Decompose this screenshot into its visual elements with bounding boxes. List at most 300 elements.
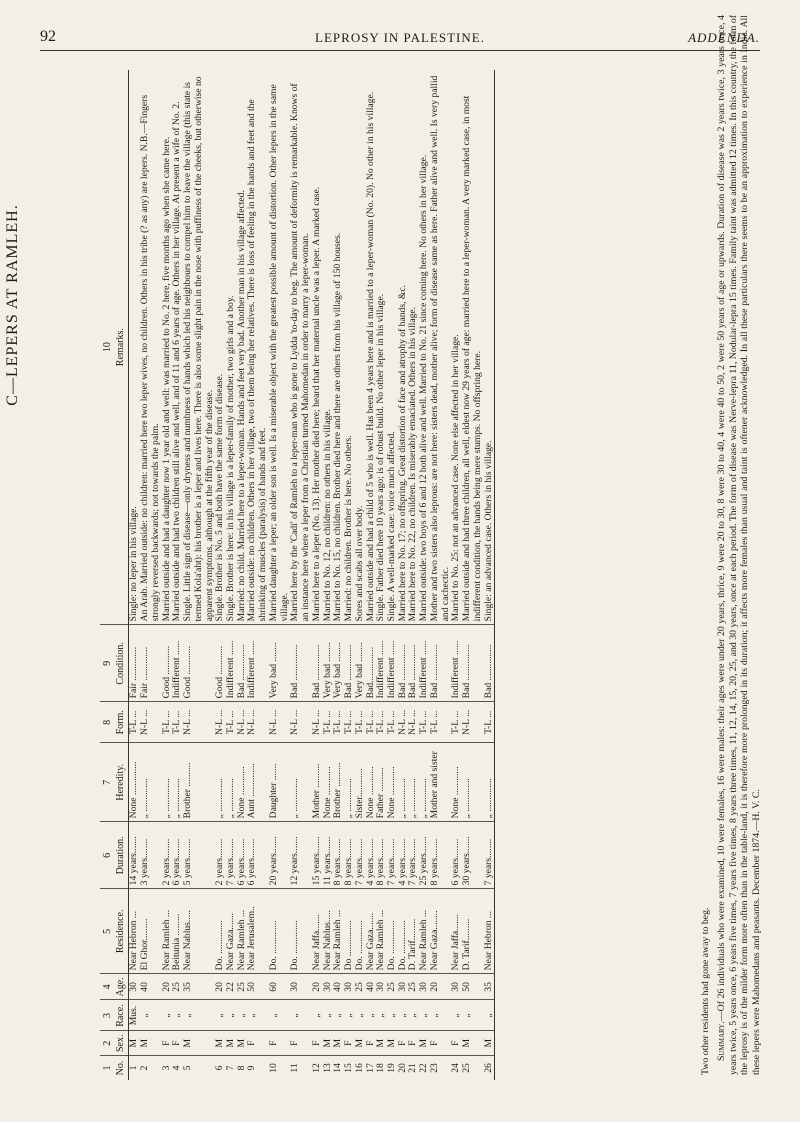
- col-header-no: No.: [113, 1056, 129, 1081]
- cell-no: 13: [321, 1063, 333, 1073]
- cell-her: Brother ..........: [183, 743, 215, 822]
- cell-rem: Single. Little sign of disease—only dryness and numbness of hands which led his neighbours to compel him to leave the village (this state is termed Kola'aht): his brother is a leper and lives here. There is also some slight pain in the nose with puffiness of the cheeks, but otherwise no apparent symptoms, although at the fifth year of the disease.: [183, 70, 215, 625]
- cell-res: Beitunia .........: [172, 889, 183, 974]
- cell-age: 30: [290, 974, 311, 1000]
- cell-age: 30: [376, 974, 387, 1000]
- cell-her: None ............: [237, 743, 248, 822]
- cell-sex: M: [215, 1031, 226, 1056]
- cell-her: „ ..............: [408, 743, 419, 822]
- table-row: [140, 70, 161, 1080]
- cell-cond: Good ............: [183, 625, 215, 702]
- cell-cond: Very bad ........: [323, 625, 334, 702]
- cell-age: 22: [226, 974, 237, 1000]
- cell-sex: F: [312, 1031, 323, 1056]
- table-body: [129, 70, 495, 1080]
- cell-age: 50: [247, 974, 268, 1000]
- cell-rem: Married here to a leper (No. 13). Her mother died here; heard that her maternal uncle was a leper. A marked case.: [312, 70, 323, 625]
- cell-dur: 8 years........: [376, 822, 387, 889]
- cell-age: 35: [183, 974, 215, 1000]
- cell-form: N-L ...: [269, 702, 290, 743]
- cell-no: 12: [310, 1063, 322, 1073]
- cell-res: Near Nablus.....: [183, 889, 215, 974]
- cell-cond: Bad ...............: [290, 625, 311, 702]
- header-rule: [40, 50, 760, 51]
- cell-form: N-L ...: [408, 702, 419, 743]
- cell-dur: 5 years........: [183, 822, 215, 889]
- cell-cond: Bad ...............: [430, 625, 451, 702]
- cell-no: 3: [160, 1065, 172, 1071]
- cell-sex: M: [355, 1031, 366, 1056]
- col-number-4: 4: [100, 974, 113, 1000]
- cell-cond: Very bad ........: [269, 625, 290, 702]
- cell-rem: Married: no children. Brother is here. No others.: [344, 70, 355, 625]
- cell-her: Daughter .......: [269, 743, 290, 822]
- cell-res: Do. ..............: [398, 889, 409, 974]
- table-row: [269, 70, 290, 1080]
- cell-dur: 7 years........: [226, 822, 237, 889]
- cell-form: T-L ...: [162, 702, 173, 743]
- cell-age: 40: [333, 974, 344, 1000]
- cell-form: T-L ...: [172, 702, 183, 743]
- cell-res: Do. ..............: [215, 889, 226, 974]
- col-header-heredity: Heredity.: [113, 743, 129, 822]
- col-header-residence: Residence.: [113, 889, 129, 974]
- cell-rem: Single. Brother is here: in his village is a leper-family of mother, two girls and a boy.: [226, 70, 237, 625]
- table-footer: [700, 15, 800, 1075]
- cell-no: 21: [407, 1063, 419, 1073]
- cell-dur: 7 years........: [484, 822, 495, 889]
- cell-form: T-L ...: [323, 702, 334, 743]
- cell-her: Mother ..........: [312, 743, 323, 822]
- cell-dur: 4 years........: [366, 822, 377, 889]
- cell-age: 35: [484, 974, 495, 1000]
- cell-race: „: [355, 1000, 366, 1031]
- cell-res: Do. ..............: [387, 889, 398, 974]
- cell-dur: 14 years.......: [129, 822, 140, 889]
- cell-age: 25: [387, 974, 398, 1000]
- cell-rem: Married to No. 25: not an advanced case. None else affected in her village.: [451, 70, 462, 625]
- cell-no: 1: [128, 1065, 140, 1071]
- cell-race: „: [215, 1000, 226, 1031]
- cell-her: None ............: [387, 743, 398, 822]
- cell-her: „ ..............: [462, 743, 483, 822]
- cell-age: 25: [172, 974, 183, 1000]
- page-number: 92: [40, 28, 56, 45]
- cell-sex: M: [484, 1031, 495, 1056]
- col-number-6: 6: [100, 822, 113, 889]
- cell-dur: 25 years.......: [419, 822, 430, 889]
- cell-age: 30: [419, 974, 430, 1000]
- cell-race: „: [323, 1000, 334, 1031]
- cell-no: 25: [461, 1063, 473, 1073]
- cell-dur: 6 years........: [451, 822, 462, 889]
- cell-her: None ..............: [129, 743, 140, 822]
- table-row: [430, 70, 451, 1080]
- cell-rem: Single. A well-marked case: voice much affected.: [387, 70, 398, 625]
- running-title: LEPROSY IN PALESTINE.: [315, 30, 485, 45]
- cell-race: „: [269, 1000, 290, 1031]
- cell-no: 4: [171, 1065, 183, 1071]
- cell-res: Near Hebron ...: [484, 889, 495, 974]
- cell-rem: Married outside: no children. Others in her village, two of them being her relatives. There is loss of feeling in the hands and feet and the shrinking of muscles (paralysis) of hands and feet.: [247, 70, 268, 625]
- cell-no: 2: [139, 1065, 151, 1071]
- col-header-age: Age.: [113, 974, 129, 1000]
- cell-age: 30: [451, 974, 462, 1000]
- cell-cond: Indifferent ......: [376, 625, 387, 702]
- cell-sex: M: [419, 1031, 430, 1056]
- cell-cond: Bad ...............: [398, 625, 409, 702]
- cell-race: „: [344, 1000, 355, 1031]
- cell-race: „: [162, 1000, 173, 1031]
- cell-res: Near Gaza........: [430, 889, 451, 974]
- cell-age: 25: [355, 974, 366, 1000]
- cell-sex: F: [430, 1031, 451, 1056]
- cell-rem: Married outside and had a child of 5 who is well. Has been 4 years here and is married to a leper-woman (No. 20). No other in his village.: [366, 70, 377, 625]
- cell-res: Near Nablus.....: [323, 889, 334, 974]
- cell-no: 20: [396, 1063, 408, 1073]
- cell-dur: 15 years.......: [312, 822, 323, 889]
- cell-form: T-L ...: [344, 702, 355, 743]
- cell-res: Do. ..............: [269, 889, 290, 974]
- cell-form: T-L ...: [451, 702, 462, 743]
- cell-her: Mother and sister: [430, 743, 451, 822]
- cell-age: 20: [430, 974, 451, 1000]
- cell-form: N-L ...: [237, 702, 248, 743]
- cell-sex: F: [408, 1031, 419, 1056]
- cell-rem: Mother and two sisters also leprous: are not here: sisters dead, mother alive; form of disease same as here. Father alive and well. Is very pallid and cachectic.: [430, 70, 451, 625]
- cell-no: 18: [375, 1063, 387, 1073]
- cell-race: „: [366, 1000, 377, 1031]
- cell-sex: F: [269, 1031, 290, 1056]
- cell-race: „: [172, 1000, 183, 1031]
- cell-sex: M: [462, 1031, 483, 1056]
- cell-form: T-L ...: [129, 702, 140, 743]
- cell-res: Do. ..............: [290, 889, 311, 974]
- cell-form: N-L ...: [215, 702, 226, 743]
- running-head: [40, 28, 760, 48]
- cell-age: 25: [408, 974, 419, 1000]
- cell-cond: Indifferent ......: [387, 625, 398, 702]
- cell-dur: 30 years.......: [462, 822, 483, 889]
- cell-form: N-L ...: [398, 702, 409, 743]
- cell-no: 26: [484, 1056, 495, 1081]
- cell-race: „: [462, 1000, 483, 1031]
- table-row: [312, 70, 323, 1080]
- cell-cond: Good ............: [215, 625, 226, 702]
- col-header-form: Form.: [113, 702, 129, 743]
- cell-dur: 3 years........: [140, 822, 161, 889]
- cell-form: N-L ...: [290, 702, 311, 743]
- cell-her: Aunt ..............: [247, 743, 268, 822]
- footer-note: Two other residents had gone away to beg.: [700, 907, 711, 1075]
- cell-sex: M: [129, 1031, 140, 1056]
- cell-race: „: [408, 1000, 419, 1031]
- cell-rem: An Arab. Married outside: no children: married here two leper wives, no children. Others in his tribe (? as any) are lepers. N.B.—Fingers strongly reversed backwards; not towards the palm.: [140, 70, 161, 625]
- cell-rem: Married to No. 12, no children: no others in his village.: [323, 70, 334, 625]
- cell-res: Near Jaffa.......: [451, 889, 462, 974]
- cell-her: Father ..........: [376, 743, 387, 822]
- cell-dur: 20 years.......: [269, 822, 290, 889]
- cell-rem: Single. Brother is No. 5 and both have the same form of disease.: [215, 70, 226, 625]
- cell-cond: Fair ..............: [129, 625, 140, 702]
- cell-her: „ ..............: [344, 743, 355, 822]
- cell-res: Near Ramleh ...: [237, 889, 248, 974]
- cell-rem: Married daughter a leper; an older son is well. Is a miserable object with the greatest possible amount of distortion. Other lepers in the same village.: [269, 70, 290, 625]
- cell-sex: F: [398, 1031, 409, 1056]
- cell-cond: Very bad ........: [355, 625, 366, 702]
- table-row: [183, 70, 215, 1080]
- col-header-race: Race.: [113, 1000, 129, 1031]
- cell-cond: Bad ...............: [237, 625, 248, 702]
- cell-res: Near Ramleh ...: [376, 889, 387, 974]
- cell-her: „ ..............: [162, 743, 173, 822]
- cell-res: Near Ramleh ...: [162, 889, 173, 974]
- cell-res: El Ghor.........: [140, 889, 161, 974]
- cell-dur: 8 years........: [344, 822, 355, 889]
- col-number-8: 8: [100, 702, 113, 743]
- cell-sex: M: [226, 1031, 237, 1056]
- cell-rem: Married outside and had two children still alive and well, and of 11 and 6 years of age. Others in her village. At present a wife of No. 2.: [172, 70, 183, 625]
- cell-her: „ ..............: [484, 743, 495, 822]
- cell-form: T-L ...: [366, 702, 377, 743]
- cell-rem: Single: an advanced case. Others in his village.: [484, 70, 495, 625]
- table-row: [247, 70, 268, 1080]
- cell-res: Near Gaza.......: [366, 889, 377, 974]
- cell-rem: Married here to No. 17; no offspring. Great distortion of face and atrophy of hands, &c.: [398, 70, 409, 625]
- cell-race: „: [376, 1000, 387, 1031]
- cell-no: 23: [428, 1063, 440, 1073]
- cell-her: None ............: [366, 743, 377, 822]
- cell-rem: Married here by the 'Cadi' of Ramleh to a leper-man who is gone to Lydda 'to-day to beg. The amount of deformity is remarkable. Knows of an instance here where a leper from a Christian turned Mahomedan in order to marry a leper-woman.: [290, 70, 311, 625]
- cell-form: T-L ...: [376, 702, 387, 743]
- cell-dur: 7 years........: [408, 822, 419, 889]
- cell-race: „: [333, 1000, 344, 1031]
- table-row: [290, 70, 311, 1080]
- cell-race: „: [312, 1000, 323, 1031]
- cell-cond: Very bad ........: [333, 625, 344, 702]
- cell-rem: Married to No. 15, no children. Brother died here and there are others from his village of 150 houses.: [333, 70, 344, 625]
- cell-form: T-L ...: [430, 702, 451, 743]
- cell-cond: Indifferent ......: [172, 625, 183, 702]
- cell-res: D. Tarif.........: [408, 889, 419, 974]
- cell-no: 6: [214, 1065, 226, 1071]
- cell-her: „ ..............: [140, 743, 161, 822]
- cell-dur: 6 years........: [247, 822, 268, 889]
- cell-cond: Bad ...............: [484, 625, 495, 702]
- cell-age: 50: [462, 974, 483, 1000]
- cell-no: 16: [353, 1063, 365, 1073]
- cell-dur: 11 years.......: [323, 822, 334, 889]
- cell-sex: M: [140, 1031, 161, 1056]
- cell-her: „ ..............: [215, 743, 226, 822]
- cell-dur: 4 years........: [398, 822, 409, 889]
- cell-no: 17: [364, 1063, 376, 1073]
- cell-her: None ............: [451, 743, 462, 822]
- cell-age: 30: [344, 974, 355, 1000]
- cell-age: 40: [366, 974, 377, 1000]
- cell-sex: F: [451, 1031, 462, 1056]
- cell-race: „: [430, 1000, 451, 1031]
- cell-race: „: [247, 1000, 268, 1031]
- cell-age: 20: [162, 974, 173, 1000]
- cell-sex: M: [376, 1031, 387, 1056]
- table-row: [462, 70, 483, 1080]
- cell-no: 11: [289, 1063, 301, 1073]
- summary-paragraph: [716, 15, 763, 1075]
- cell-dur: 12 years.......: [290, 822, 311, 889]
- lepers-table: [100, 70, 495, 1080]
- cell-dur: 7 years........: [387, 822, 398, 889]
- cell-no: 8: [235, 1065, 247, 1071]
- cell-race: „: [140, 1000, 161, 1031]
- cell-race: „: [290, 1000, 311, 1031]
- cell-dur: 8 years........: [333, 822, 344, 889]
- cell-no: 19: [386, 1063, 397, 1073]
- cell-dur: 7 years........: [355, 822, 366, 889]
- cell-dur: 2 years........: [215, 822, 226, 889]
- col-header-duration: Duration.: [113, 822, 129, 889]
- cell-cond: Bad ...............: [408, 625, 419, 702]
- cell-her: Sister............: [355, 743, 366, 822]
- cell-res: Near Jerusalem..: [247, 889, 268, 974]
- cell-her: „ ..............: [398, 743, 409, 822]
- col-number-3: 3: [100, 1000, 113, 1031]
- col-header-remarks: Remarks.: [113, 70, 129, 625]
- cell-res: Do ...............: [344, 889, 355, 974]
- cell-cond: Fair ..............: [140, 625, 161, 702]
- cell-sex: M: [333, 1031, 344, 1056]
- cell-age: 30: [129, 974, 140, 1000]
- cell-form: N-L ...: [312, 702, 323, 743]
- table-row: [484, 70, 495, 1080]
- cell-sex: F: [162, 1031, 173, 1056]
- cell-age: 40: [140, 974, 161, 1000]
- cell-rem: Single. Father died here 10 years ago; is of robust build. No other leper in his village.: [376, 70, 387, 625]
- cell-sex: M: [387, 1031, 398, 1056]
- col-header-sex: Sex.: [113, 1031, 129, 1056]
- cell-cond: Good ............: [162, 625, 173, 702]
- cell-cond: Bad ...............: [312, 625, 323, 702]
- running-section: ADDENDA.: [688, 30, 760, 45]
- cell-no: 14: [332, 1063, 344, 1073]
- cell-rem: Married: no child. Married here to a leper-woman. Hands and feet very bad. Another man in his village affected.: [237, 70, 248, 625]
- col-number-9: 9: [100, 625, 113, 702]
- cell-rem: Married outside and had a daughter now 1 year old and well: was married to No. 2 here, five months ago when she came here.: [162, 70, 173, 625]
- cell-her: None ............: [323, 743, 334, 822]
- cell-age: 20: [312, 974, 323, 1000]
- cell-age: 25: [237, 974, 248, 1000]
- cell-form: T-L ...: [355, 702, 366, 743]
- cell-rem: Married outside and had three children, all well, eldest now 29 years of age: married here to a leper-woman. A very marked case, in most indifferent condition, the hands being mere stumps. No offspring here.: [462, 70, 483, 625]
- cell-dur: 8 years........: [430, 822, 451, 889]
- cell-race: „: [237, 1000, 248, 1031]
- cell-cond: Indifferent ......: [419, 625, 430, 702]
- cell-form: T-L ...: [419, 702, 430, 743]
- cell-no: 22: [418, 1063, 430, 1073]
- cell-race: „: [398, 1000, 409, 1031]
- cell-race: „: [183, 1000, 215, 1031]
- cell-age: 60: [269, 974, 290, 1000]
- summary-text: —Of 26 individuals who were examined, 10 were females, 16 were males: their ages were under 20 years, thrice, 9 were 20 to 30, 8 were 30 to 40, 4 were 40 to 50, 2 were 50 years of age or upwards. Duration of disease was 2 years twice, 3 years once, 4 years twice, 5 years once, 6 years five times, 7 years five times, 8 years three times, 11, 12, 14, 15, 20, 25, and 30 years, once at each period. The form of disease was Nerve-lepra 11, Nodular-lepra 15 times. Family taint was admitted 12 times. In this country, the form of the leprosy is of the milder form more often than in the table-land, it is therefore more prolonged in its duration; it affects more females than usual and taint is oftener acknowledged. In all these particulars there seems to be an approximation to experience in India. All these lepers were Mahomedans and peasants. December 1874.—H. V. C.: [715, 15, 762, 1075]
- cell-race: Mus.: [129, 1000, 140, 1031]
- cell-cond: Bad ...............: [462, 625, 483, 702]
- cell-rem: Married outside: two boys of 6 and 12 both alive and well. Married to No. 21 since coming here. No others in her village.: [419, 70, 430, 625]
- cell-sex: F: [247, 1031, 268, 1056]
- cell-sex: F: [290, 1031, 311, 1056]
- cell-no: 9: [246, 1065, 258, 1071]
- cell-res: Near Ramleh ...: [333, 889, 344, 974]
- cell-form: N-L ...: [140, 702, 161, 743]
- cell-cond: Indifferent ......: [451, 625, 462, 702]
- cell-her: „ ..............: [419, 743, 430, 822]
- table-title: C—LEPERS AT RAMLEH.: [4, 204, 21, 406]
- col-number-1: 1: [102, 1065, 113, 1071]
- cell-no: 10: [267, 1063, 279, 1073]
- cell-rem: Sores and scabs all over body.: [355, 70, 366, 625]
- cell-her: „ ..............: [226, 743, 237, 822]
- cell-sex: M: [237, 1031, 248, 1056]
- cell-res: Do. ..............: [355, 889, 366, 974]
- cell-dur: 6 years........: [172, 822, 183, 889]
- cell-form: N-L ...: [247, 702, 268, 743]
- cell-rem: Married here to No. 22, no children. Is miserably emaciated. Others in his village.: [408, 70, 419, 625]
- col-header-condition: Condition.: [113, 625, 129, 702]
- cell-form: T-L ...: [484, 702, 495, 743]
- cell-res: Near Gaza.......: [226, 889, 237, 974]
- cell-rem: Single: no leper in his village.: [129, 70, 140, 625]
- cell-sex: M: [183, 1031, 215, 1056]
- cell-age: 20: [215, 974, 226, 1000]
- cell-no: 24: [450, 1063, 462, 1073]
- cell-race: „: [451, 1000, 462, 1031]
- cell-age: 30: [398, 974, 409, 1000]
- col-number-10: 10: [100, 70, 113, 625]
- cell-race: „: [419, 1000, 430, 1031]
- cell-form: T-L ...: [333, 702, 344, 743]
- cell-her: „ ..............: [290, 743, 311, 822]
- cell-form: N-L ...: [462, 702, 483, 743]
- table-row: [355, 70, 366, 1080]
- cell-no: 5: [182, 1065, 194, 1071]
- cell-her: Brother ..........: [333, 743, 344, 822]
- cell-form: T-L ...: [387, 702, 398, 743]
- cell-res: D. Tarif.........: [462, 889, 483, 974]
- cell-res: Near Ramleh ...: [419, 889, 430, 974]
- rotated-table-wrapper: [100, 60, 780, 1080]
- cell-cond: Indifferent ......: [247, 625, 268, 702]
- cell-her: „ ..............: [172, 743, 183, 822]
- summary-label: Summary.: [715, 1021, 727, 1061]
- cell-dur: 6 years........: [237, 822, 248, 889]
- cell-res: Near Jaffa.......: [312, 889, 323, 974]
- cell-no: 7: [224, 1065, 236, 1071]
- col-number-7: 7: [100, 743, 113, 822]
- cell-res: Near Hebron ...: [129, 889, 140, 974]
- cell-form: N-L ...: [183, 702, 215, 743]
- cell-sex: F: [172, 1031, 183, 1056]
- cell-sex: F: [344, 1031, 355, 1056]
- cell-race: „: [484, 1000, 495, 1031]
- cell-cond: Indifferent ......: [226, 625, 237, 702]
- cell-dur: 2 years........: [162, 822, 173, 889]
- cell-cond: Bad ...............: [344, 625, 355, 702]
- cell-race: „: [226, 1000, 237, 1031]
- col-number-5: 5: [100, 889, 113, 974]
- col-number-2: 2: [100, 1031, 113, 1056]
- cell-cond: Bad...............: [366, 625, 377, 702]
- cell-sex: F: [366, 1031, 377, 1056]
- cell-form: T-L ...: [226, 702, 237, 743]
